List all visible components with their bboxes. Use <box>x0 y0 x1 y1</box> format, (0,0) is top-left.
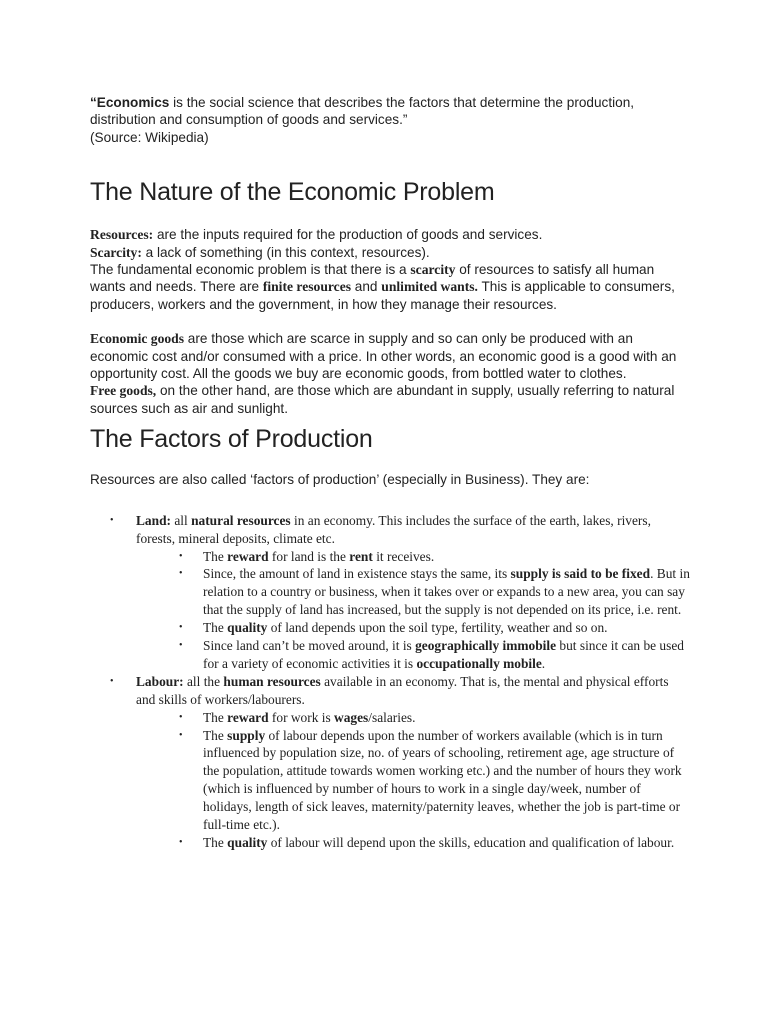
free-goods-text: on the other hand, are those which are abundant in supply, usually referring to natural sources such as air and sunlight. <box>90 383 675 416</box>
unlimited-wants-bold: unlimited wants. <box>381 279 478 295</box>
section-title-economic-problem: The Nature of the Economic Problem <box>90 178 495 207</box>
scarcity-text: a lack of something (in this context, resources). <box>141 244 430 260</box>
resources-text: are the inputs required for the production of goods and services. <box>153 227 543 243</box>
land-term: Land: <box>136 512 171 528</box>
land-text-b: in an economy. This includes the surface of the earth, lakes, rivers, forests, mineral deposits, climate etc. <box>136 512 651 546</box>
labour-term: Labour: <box>136 673 184 689</box>
text: Since, the amount of land in existence stays the same, its <box>203 566 511 582</box>
bullet-icon: • <box>179 622 183 634</box>
natural-resources-bold: natural resources <box>191 512 291 528</box>
resources-definition <box>90 226 690 243</box>
list-item-land-quality <box>90 619 690 637</box>
text: The <box>203 709 228 725</box>
supply-bold: supply <box>227 727 266 743</box>
geographically-immobile-bold: geographically immobile <box>415 638 557 654</box>
labour-text-b: available in an economy. That is, the mental and physical efforts and skills of workers/labourers. <box>136 673 669 707</box>
rent-bold: rent <box>349 548 373 564</box>
economics-term: Economics <box>96 95 170 110</box>
economic-goods-text: are those which are scarce in supply and so can only be produced with an economic cost and/or consumed with a price. In other words, an economic good is a good with an opportunity cost. All the goods we buy are economic goods, from bottled water to clothes. <box>90 331 677 382</box>
supply-fixed-bold: supply is said to be fixed <box>510 566 651 582</box>
list-item-land-mobility <box>90 637 690 673</box>
economic-problem-paragraph <box>90 261 690 313</box>
finite-resources-bold: finite resources <box>262 279 352 295</box>
list-item-labour <box>90 673 690 709</box>
quality-bold: quality <box>227 620 268 636</box>
text: The <box>203 548 228 564</box>
text: . But in relation to a country or business, when it takes over or expands to a new area, you can say that the supply of land has increased, but the supply is not depended on its price, i.e. rent. <box>203 566 690 618</box>
text: for land is the <box>268 548 350 564</box>
problem-text-c: This is applicable to consumers, producers, workers and the government, in how they manage their resources. <box>90 279 675 312</box>
text: of land depends upon the soil type, fertility, weather and so on. <box>267 620 608 636</box>
bullet-icon: • <box>179 729 183 741</box>
text: but since it can be used for a variety of economic activities it is <box>203 638 684 671</box>
factors-list <box>90 512 690 852</box>
list-item-land-reward <box>90 548 690 566</box>
quality-bold: quality <box>227 835 268 850</box>
list-item-land-supply <box>90 565 690 619</box>
free-goods-paragraph <box>90 382 690 417</box>
bullet-icon: • <box>110 514 114 526</box>
bullet-icon: • <box>179 550 183 562</box>
text: it receives. <box>372 548 435 564</box>
scarcity-term: Scarcity: <box>90 244 142 260</box>
list-item-labour-reward <box>90 709 690 727</box>
section-title-factors-of-production: The Factors of Production <box>90 425 373 454</box>
open-quote: “ <box>90 95 97 110</box>
reward-bold: reward <box>227 709 269 725</box>
free-goods-term: Free goods, <box>90 383 157 399</box>
factors-intro: Resources are also called ‘factors of production’ (especially in Business). They are: <box>90 472 590 488</box>
problem-and: and <box>351 279 382 295</box>
wages-bold: wages <box>334 709 369 725</box>
reward-bold: reward <box>227 548 269 564</box>
list-item-labour-supply <box>90 727 690 834</box>
text: . <box>541 655 546 671</box>
intro-paragraph <box>90 94 690 129</box>
text: The <box>203 620 228 636</box>
text: /salaries. <box>368 709 416 725</box>
list-item-land <box>90 512 690 548</box>
text: for work is <box>268 709 335 725</box>
land-text-a: all <box>170 512 192 528</box>
intro-text: is the social science that describes the factors that determine the production, distribution and consumption of goods and services.” <box>90 95 635 128</box>
intro-source: (Source: Wikipedia) <box>90 129 209 145</box>
document-page <box>90 94 690 852</box>
bullet-icon: • <box>179 711 183 723</box>
labour-text-a: all the <box>183 673 224 689</box>
bullet-icon: • <box>110 675 114 687</box>
text: of labour will depend upon the skills, education and qualification of labour. <box>267 835 675 850</box>
economic-goods-paragraph <box>90 330 690 382</box>
text: Since land can’t be moved around, it is <box>203 638 416 654</box>
bullet-icon: • <box>179 568 183 580</box>
problem-text-a: The fundamental economic problem is that there is a <box>90 262 411 278</box>
economic-goods-term: Economic goods <box>90 331 185 347</box>
scarcity-bold: scarcity <box>410 262 456 278</box>
scarcity-definition <box>90 244 690 261</box>
text: of labour depends upon the number of workers available (which is in turn influenced by population size, no. of years of schooling, retirement age, age structure of the population, attitude towards women working etc.) and the number of hours they work (which is influenced by number of hours to work in a single day/week, number of holidays, length of sick leaves, maternity/paternity leaves, whether the job is part-time or full-time etc.). <box>203 727 682 833</box>
bullet-icon: • <box>179 837 183 848</box>
problem-text-b: of resources to satisfy all human wants and needs. There are <box>90 262 655 295</box>
text: The <box>203 727 228 743</box>
bullet-icon: • <box>179 640 183 652</box>
human-resources-bold: human resources <box>223 673 321 689</box>
text: The <box>203 835 228 850</box>
occupationally-mobile-bold: occupationally mobile <box>416 655 542 671</box>
resources-term: Resources: <box>90 227 154 243</box>
list-item-labour-quality <box>90 834 690 852</box>
